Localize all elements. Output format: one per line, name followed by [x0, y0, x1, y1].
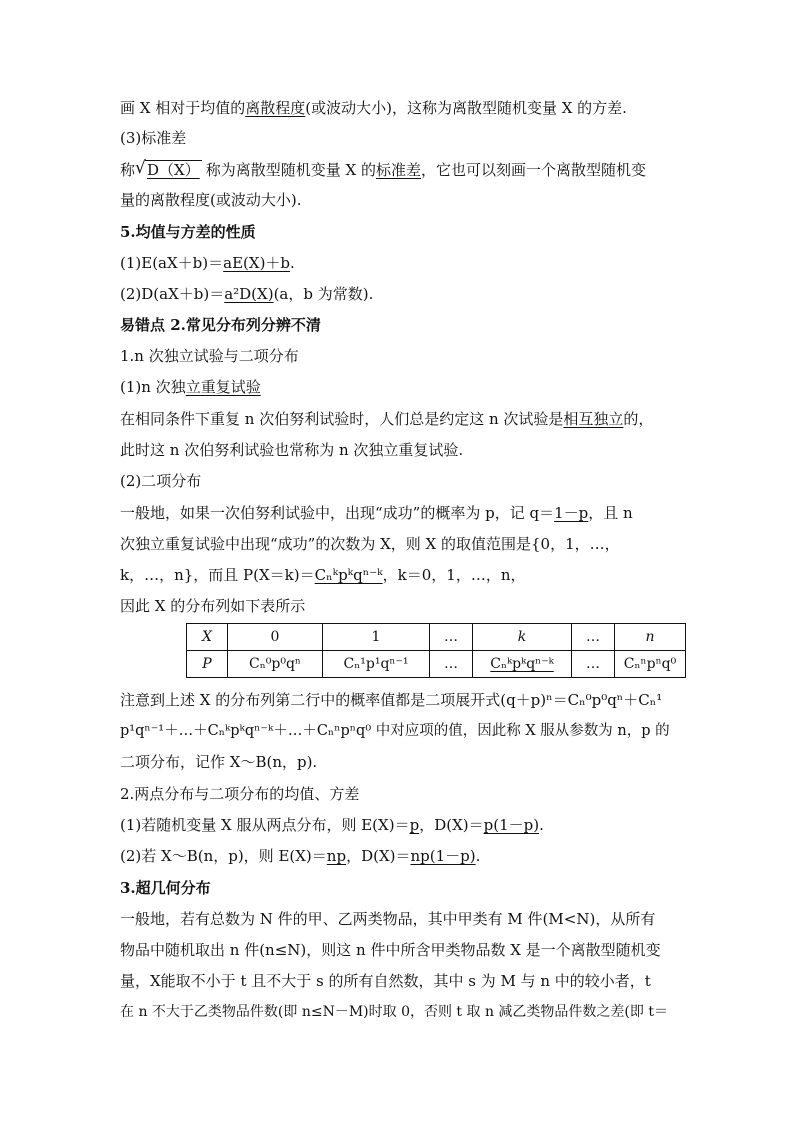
- text: (a，b 为常数).: [273, 285, 374, 303]
- table-cell: …: [572, 624, 615, 651]
- section-heading-hypergeometric: [120, 878, 680, 898]
- text-line: [120, 909, 680, 929]
- text-line-std-dev: [120, 160, 680, 180]
- table-cell: Cₙⁿpⁿq⁰: [615, 651, 686, 678]
- sqrt-expression: [135, 160, 202, 180]
- text: 易错点 2.常见分布列分辨不清: [120, 316, 321, 334]
- subheading-binomial-distribution: [120, 471, 680, 491]
- text-line: [120, 565, 680, 585]
- table-cell: n: [615, 624, 686, 651]
- text-line: [120, 503, 680, 523]
- text: (或波动大小)，这称为离散型随机变量 X 的方差.: [305, 99, 627, 117]
- text: 注意到上述 X 的分布列第二行中的概率值都是二项展开式(q＋p)ⁿ＝Cₙ⁰p⁰qⁿ＋Cₙ¹: [120, 691, 663, 709]
- text-line: [120, 690, 680, 710]
- fill-answer: Cₙᵏpᵏqⁿ⁻ᵏ: [490, 656, 554, 672]
- formula-line-binomial: [120, 846, 680, 866]
- text-line-variance-def: [120, 98, 680, 118]
- text: 量的离散程度(或波动大小).: [120, 191, 302, 209]
- text: 量，X能取不小于 t 且不大于 s 的所有自然数，其中 s 为 M 与 n 中的较小者，t: [120, 972, 651, 990]
- fill-answer: 立重复试验: [185, 378, 261, 396]
- text: ，且 n: [588, 504, 633, 522]
- text-line: [120, 721, 680, 741]
- text-line: [120, 940, 680, 960]
- text: 1.n 次独立试验与二项分布: [120, 347, 299, 365]
- text: .: [290, 254, 295, 272]
- text-line: [120, 1002, 680, 1022]
- table-cell: …: [430, 651, 473, 678]
- section-heading-mean-variance: [120, 784, 680, 804]
- text: 在相同条件下重复 n 次伯努利试验时，人们总是约定这 n 次试验是: [120, 410, 564, 428]
- fill-answer: aE(X)＋b: [223, 254, 291, 272]
- text: (2)D(aX＋b)＝: [120, 285, 225, 303]
- table-cell: k: [473, 624, 572, 651]
- text: 2.两点分布与二项分布的均值、方差: [120, 785, 360, 803]
- text-line: [120, 971, 680, 991]
- formula-line-variance: [120, 284, 680, 304]
- text: 称为离散型随机变量 X 的: [205, 161, 376, 179]
- text: .: [475, 847, 481, 865]
- table-row: [187, 651, 686, 678]
- text: 次独立重复试验中出现“成功”的次数为 X，则 X 的取值范围是{0，1，…，: [120, 535, 620, 553]
- table-cell: Cₙ⁰p⁰qⁿ: [228, 651, 323, 678]
- text: (2)若 X～B(n，p)，则 E(X)＝: [120, 847, 327, 865]
- text-line: [120, 596, 680, 616]
- radical-icon: √: [135, 158, 146, 178]
- table-row: [187, 624, 686, 651]
- text: 画 X 相对于均值的: [120, 99, 246, 117]
- table-cell: 1: [323, 624, 430, 651]
- table-cell: …: [430, 624, 473, 651]
- subheading-independent-trials: [120, 377, 680, 397]
- text: ，D(X)＝: [419, 816, 484, 834]
- fill-answer: 标准差: [375, 161, 421, 179]
- text: 的，: [623, 410, 654, 428]
- text: (1)n 次独: [120, 378, 186, 396]
- section-heading-binomial: [120, 346, 680, 366]
- text: (2)二项分布: [120, 472, 202, 490]
- formula-line-expectation: [120, 253, 680, 273]
- text: ，D(X)＝: [346, 847, 411, 865]
- text: k，…，n}，而且 P(X＝k)＝: [120, 566, 315, 584]
- formula-line-two-point: [120, 815, 680, 835]
- text: 一般地，若有总数为 N 件的甲、乙两类物品，其中甲类有 M 件(M<N)，从所有: [120, 910, 656, 928]
- text: 5.均值与方差的性质: [120, 223, 256, 241]
- text: 3.超几何分布: [120, 879, 211, 897]
- text: 物品中随机取出 n 件(n≤N)，则这 n 件中所含甲类物品数 X 是一个离散型随机变: [120, 941, 661, 959]
- fill-answer: np(1－p): [410, 847, 476, 865]
- fill-answer: Cₙᵏpᵏqⁿ⁻ᵏ: [314, 566, 383, 584]
- table-cell: P: [187, 651, 228, 678]
- text-line: [120, 409, 680, 429]
- text: p¹qⁿ⁻¹＋…＋Cₙᵏpᵏqⁿ⁻ᵏ＋…＋Cₙⁿpⁿq⁰ 中对应项的值，因此称 X 服从参数为 n，p 的: [120, 723, 670, 739]
- text: 一般地，如果一次伯努利试验中，出现“成功”的概率为 p，记 q＝: [120, 504, 555, 522]
- text: 此时这 n 次伯努利试验也常称为 n 次独立重复试验.: [120, 441, 464, 459]
- table-cell: X: [187, 624, 228, 651]
- distribution-table: [186, 623, 686, 678]
- text: 在 n 不大于乙类物品件数(即 n≤N－M)时取 0，否则 t 取 n 减乙类物品件数之差(即 t＝: [120, 1004, 668, 1020]
- section-heading-error-point-2: [120, 315, 680, 335]
- text: 二项分布，记作 X～B(n，p).: [120, 753, 318, 771]
- text: 因此 X 的分布列如下表所示: [120, 597, 306, 615]
- text: (3)标准差: [120, 129, 187, 147]
- section-heading-properties: [120, 222, 680, 242]
- fill-answer: np: [326, 847, 347, 865]
- text-line: [120, 752, 680, 772]
- table-cell: 0: [228, 624, 323, 651]
- text: (1)E(aX＋b)＝: [120, 254, 224, 272]
- text-line: [120, 534, 680, 554]
- table-cell: [473, 651, 572, 678]
- subheading-std-dev: [120, 128, 680, 148]
- fill-answer: p(1－p): [483, 816, 540, 834]
- text-line: [120, 190, 680, 210]
- text: .: [539, 816, 544, 834]
- table-cell: Cₙ¹p¹qⁿ⁻¹: [323, 651, 430, 678]
- fill-answer: p: [409, 816, 420, 834]
- fill-answer: a²D(X): [224, 285, 274, 303]
- fill-answer: 相互独立: [563, 410, 624, 428]
- text: 称: [120, 161, 136, 179]
- text: ，它也可以刻画一个离散型随机变: [420, 161, 646, 179]
- fill-answer: D（X）: [147, 161, 200, 179]
- text-line: [120, 440, 680, 460]
- table-cell: …: [572, 651, 615, 678]
- text: (1)若随机变量 X 服从两点分布，则 E(X)＝: [120, 816, 410, 834]
- fill-answer: 离散程度: [245, 99, 306, 117]
- fill-answer: 1－p: [554, 504, 589, 522]
- text: ，k＝0，1，…，n，: [382, 566, 526, 584]
